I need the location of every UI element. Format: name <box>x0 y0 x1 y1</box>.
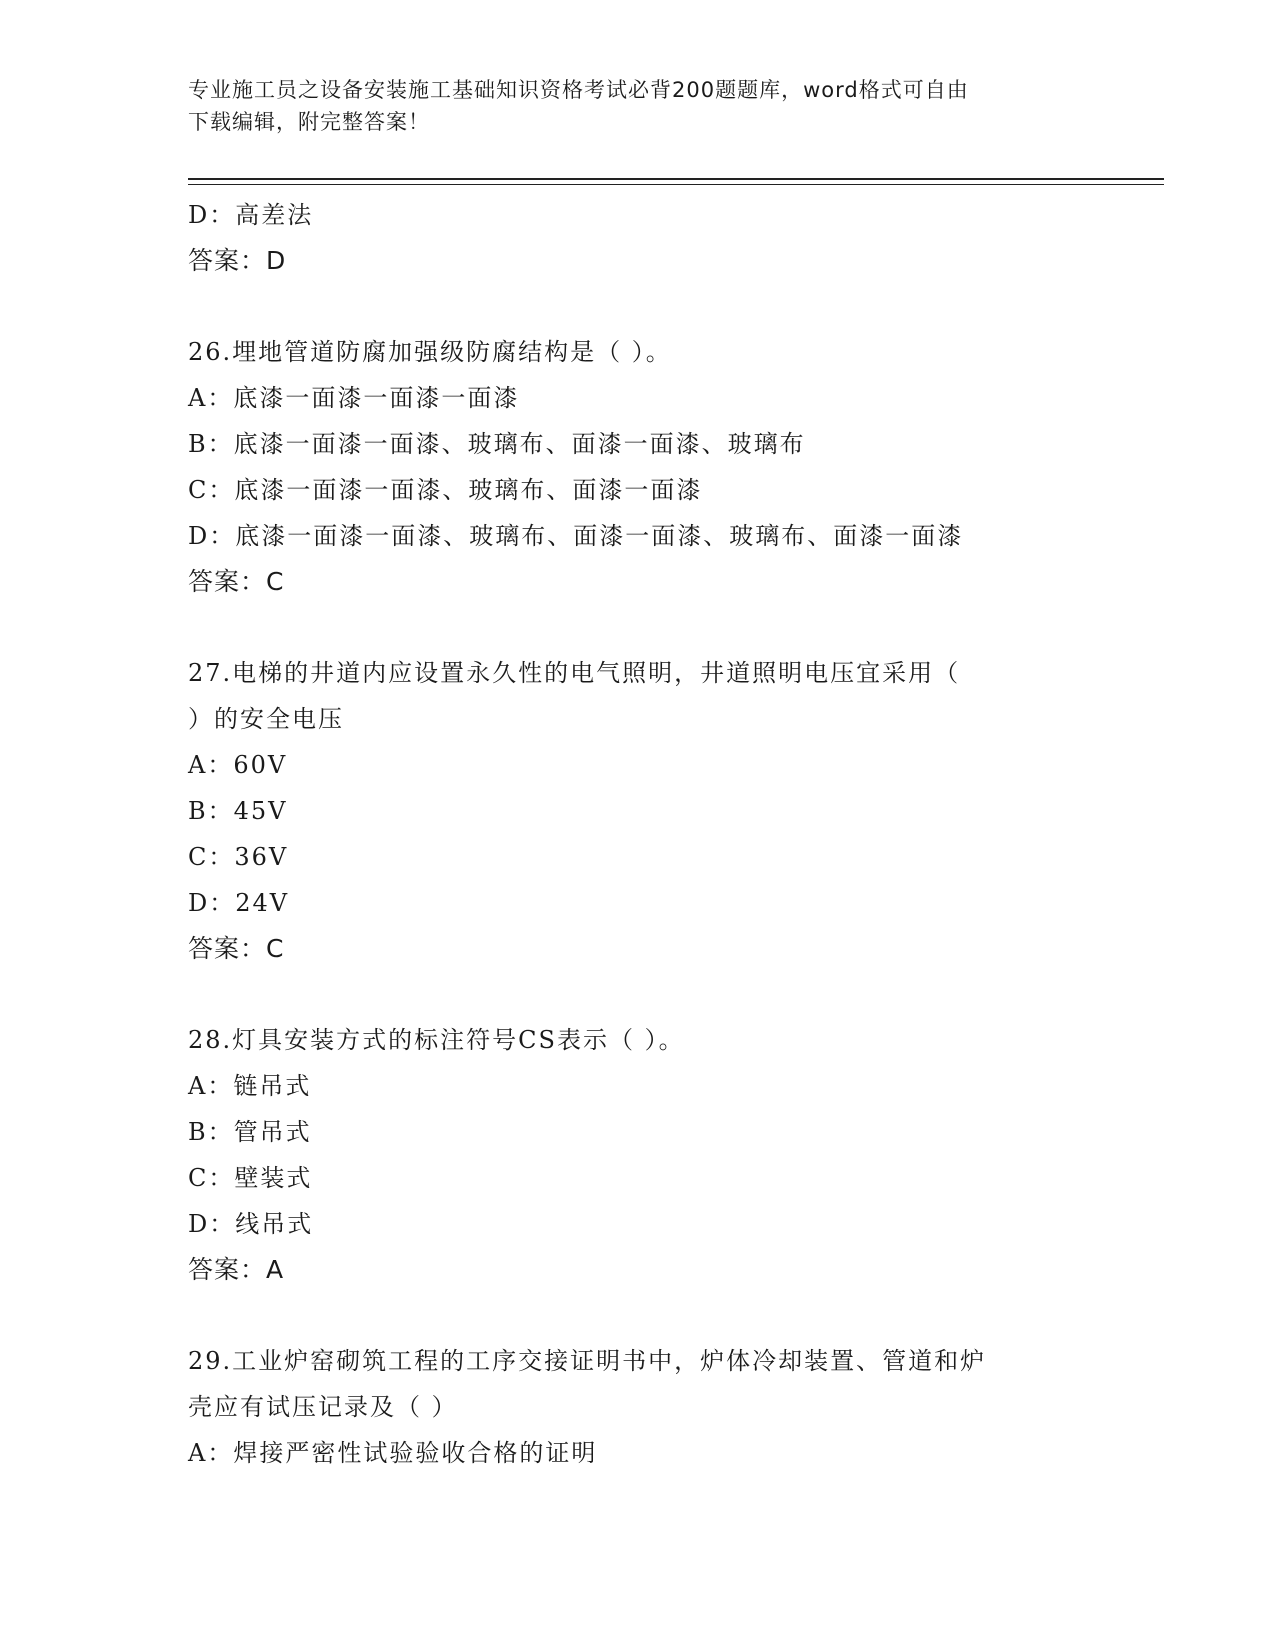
question-stem: 26.埋地管道防腐加强级防腐结构是（ ）。 <box>188 338 672 366</box>
answer-line: 答案：A <box>188 1255 285 1284</box>
option-a: A：链吊式 <box>188 1072 312 1100</box>
option-d: D：底漆一面漆一面漆、玻璃布、面漆一面漆、玻璃布、面漆一面漆 <box>188 522 964 550</box>
question-stem: 27.电梯的井道内应设置永久性的电气照明，井道照明电压宜采用（ <box>188 659 961 687</box>
option-d: D：24V <box>188 889 290 917</box>
spacer <box>188 1293 1088 1338</box>
option-a: A：焊接严密性试验验收合格的证明 <box>188 1439 598 1467</box>
option-b: B：底漆一面漆一面漆、玻璃布、面漆一面漆、玻璃布 <box>188 430 806 458</box>
spacer <box>188 972 1088 1017</box>
question-stem-continued: 壳应有试压记录及（ ） <box>188 1393 458 1421</box>
option-a: A：60V <box>188 751 288 779</box>
answer-line: 答案：C <box>188 934 285 963</box>
question-27 <box>188 650 1088 972</box>
question-29 <box>188 1338 1088 1476</box>
question-26 <box>188 329 1088 605</box>
header-divider-thin <box>188 184 1164 185</box>
option-c: C：36V <box>188 843 289 871</box>
option-c: C：底漆一面漆一面漆、玻璃布、面漆一面漆 <box>188 476 703 504</box>
header-divider-thick <box>188 178 1164 180</box>
option-b: B：45V <box>188 797 288 825</box>
question-list <box>188 192 1088 1476</box>
option-b: B：管吊式 <box>188 1118 312 1146</box>
answer-line: 答案：C <box>188 567 285 596</box>
header-line-2: 下载编辑，附完整答案！ <box>188 110 430 134</box>
question-28 <box>188 1017 1088 1293</box>
question-stem-continued: ）的安全电压 <box>188 705 344 733</box>
option-c: C：壁装式 <box>188 1164 313 1192</box>
header-line-1: 专业施工员之设备安装施工基础知识资格考试必背200题题库，word格式可自由 <box>188 78 969 102</box>
answer-line: 答案：D <box>188 246 287 275</box>
option-a: A：底漆一面漆一面漆一面漆 <box>188 384 520 412</box>
option-d: D：线吊式 <box>188 1210 314 1238</box>
spacer <box>188 284 1088 329</box>
spacer <box>188 605 1088 650</box>
question-stem: 28.灯具安装方式的标注符号CS表示（ ）。 <box>188 1026 685 1054</box>
question-stem: 29.工业炉窑砌筑工程的工序交接证明书中，炉体冷却装置、管道和炉 <box>188 1347 987 1375</box>
document-header <box>188 74 1078 138</box>
option-d: D：高差法 <box>188 201 314 229</box>
